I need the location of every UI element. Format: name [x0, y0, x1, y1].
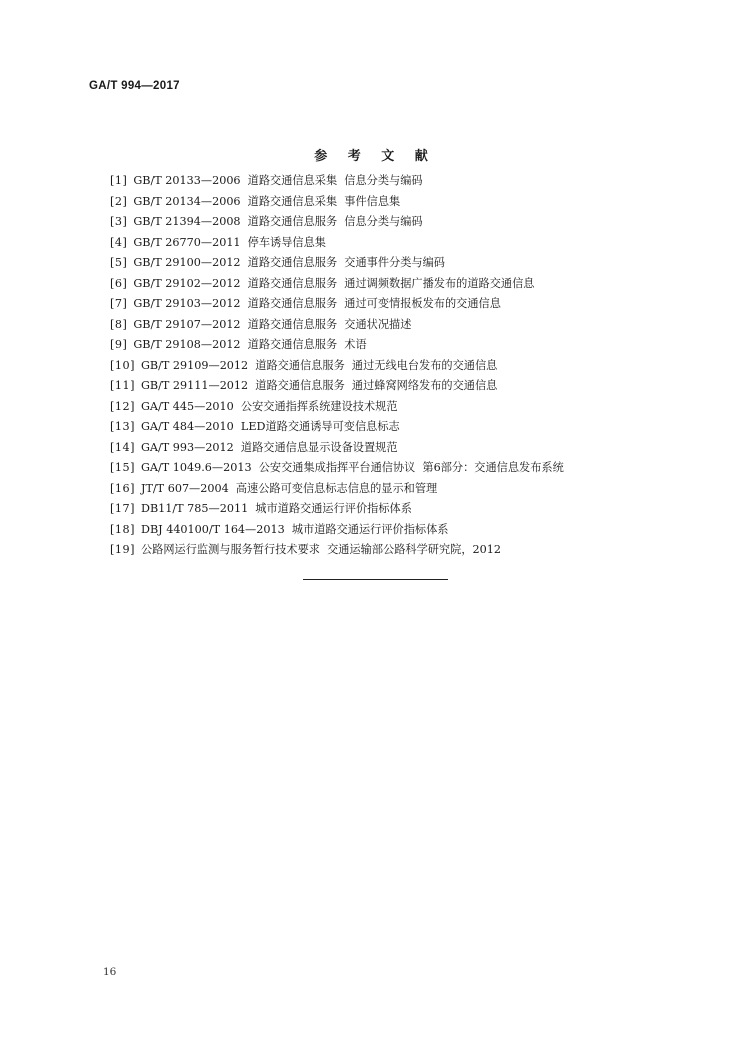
reference-number: [4]: [110, 235, 128, 249]
reference-text: GA/T 1049.6—2013 公安交通集成指挥平台通信协议 第6部分：交通信息发布系统: [140, 461, 564, 474]
reference-list: [110, 171, 564, 561]
reference-item: [110, 540, 564, 561]
reference-text: GA/T 445—2010 公安交通指挥系统建设技术规范: [140, 399, 398, 413]
page-number: 16: [103, 966, 117, 978]
reference-item: [110, 171, 564, 192]
reference-item: [110, 458, 564, 479]
reference-item: [110, 438, 564, 459]
reference-item: [110, 417, 564, 438]
reference-text: GA/T 993—2012 道路交通信息显示设备设置规范: [140, 440, 398, 454]
reference-text: DBJ 440100/T 164—2013 城市道路交通运行评价指标体系: [140, 522, 449, 536]
reference-item: [110, 499, 564, 520]
reference-item: [110, 376, 564, 397]
reference-text: GB/T 29108—2012 道路交通信息服务 术语: [133, 338, 367, 351]
reference-item: [110, 397, 564, 418]
reference-number: [12]: [110, 399, 135, 413]
reference-number: [6]: [110, 276, 128, 290]
reference-number: [16]: [110, 481, 135, 495]
reference-text: GB/T 29103—2012 道路交通信息服务 通过可变情报板发布的交通信息: [133, 297, 501, 310]
reference-text: GB/T 29109—2012 道路交通信息服务 通过无线电台发布的交通信息: [140, 358, 498, 372]
reference-text: GB/T 20133—2006 道路交通信息采集 信息分类与编码: [133, 174, 423, 187]
reference-item: [110, 192, 564, 213]
reference-number: [13]: [110, 420, 135, 433]
end-rule-divider: [303, 579, 448, 580]
reference-item: [110, 315, 564, 336]
reference-item: [110, 520, 564, 541]
reference-item: [110, 479, 564, 500]
reference-number: [3]: [110, 215, 128, 228]
reference-text: GB/T 26770—2011 停车诱导信息集: [133, 235, 326, 249]
standard-code-header: GA/T 994—2017: [89, 80, 180, 92]
reference-text: GB/T 29111—2012 道路交通信息服务 通过蜂窝网络发布的交通信息: [140, 379, 498, 392]
reference-item: [110, 253, 564, 274]
reference-item: [110, 335, 564, 356]
reference-number: [10]: [110, 358, 135, 372]
reference-number: [5]: [110, 256, 128, 269]
reference-item: [110, 356, 564, 377]
reference-text: GB/T 20134—2006 道路交通信息采集 事件信息集: [133, 194, 401, 208]
reference-text: GB/T 29102—2012 道路交通信息服务 通过调频数据广播发布的道路交通信息: [133, 276, 535, 290]
reference-text: 公路网运行监测与服务暂行技术要求 交通运输部公路科学研究院，2012: [140, 543, 501, 556]
reference-text: GA/T 484—2010 LED道路交通诱导可变信息标志: [140, 420, 400, 433]
reference-number: [7]: [110, 297, 128, 310]
reference-text: GB/T 29107—2012 道路交通信息服务 交通状况描述: [133, 317, 412, 331]
reference-number: [15]: [110, 461, 135, 474]
reference-text: GB/T 21394—2008 道路交通信息服务 信息分类与编码: [133, 215, 423, 228]
reference-number: [19]: [110, 543, 135, 556]
section-title: 参 考 文 献: [314, 149, 436, 164]
reference-item: [110, 274, 564, 295]
reference-number: [1]: [110, 174, 128, 187]
reference-number: [14]: [110, 440, 135, 454]
reference-text: DB11/T 785—2011 城市道路交通运行评价指标体系: [140, 502, 412, 515]
reference-item: [110, 294, 564, 315]
reference-number: [17]: [110, 502, 135, 515]
reference-text: JT/T 607—2004 高速公路可变信息标志信息的显示和管理: [140, 481, 438, 495]
reference-item: [110, 212, 564, 233]
reference-number: [18]: [110, 522, 135, 536]
reference-number: [2]: [110, 194, 128, 208]
reference-number: [11]: [110, 379, 135, 392]
reference-text: GB/T 29100—2012 道路交通信息服务 交通事件分类与编码: [133, 256, 445, 269]
reference-number: [9]: [110, 338, 128, 351]
reference-number: [8]: [110, 317, 128, 331]
reference-item: [110, 233, 564, 254]
